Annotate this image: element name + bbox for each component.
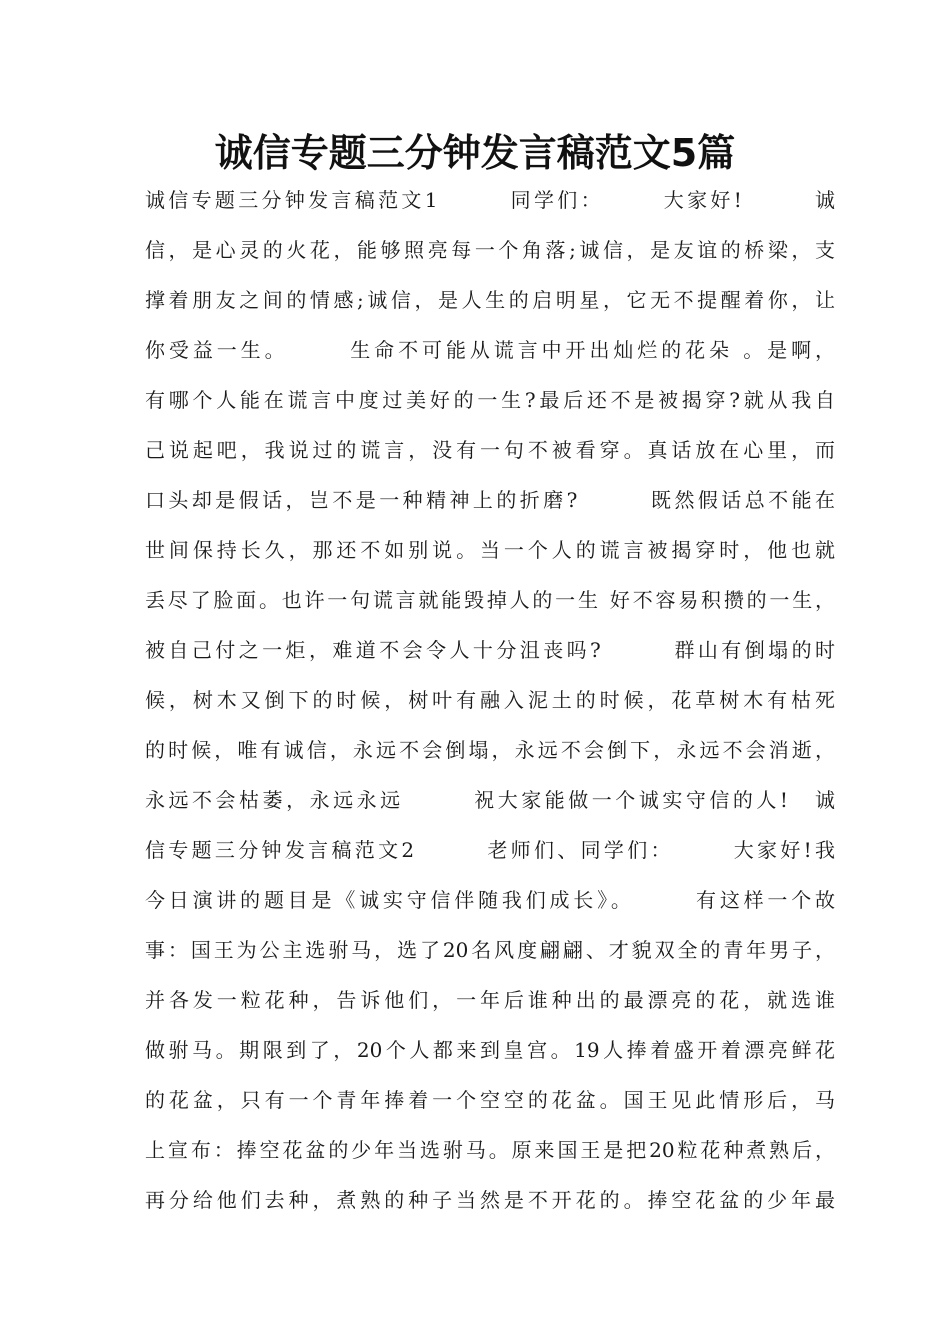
body-line: 有哪个人能在谎言中度过美好的一生?最后还不是被揭穿?就从我自 [145,388,835,412]
body-line: 口头却是假话，岂不是一种精神上的折磨? 既然假话总不能在 [145,488,835,512]
body-line: 上宣布：捧空花盆的少年当选驸马。原来国王是把20粒花种煮熟后， [145,1138,835,1162]
document-title: 诚信专题三分钟发言稿范文5篇 [214,131,736,175]
body-line: 世间保持长久，那还不如别说。当一个人的谎言被揭穿时，他也就 [145,538,835,562]
document-body [145,180,835,1230]
body-line: 丢尽了脸面。也许一句谎言就能毁掉人的一生 好不容易积攒的一生， [145,588,835,612]
body-line: 事：国王为公主选驸马，选了20名风度翩翩、才貌双全的青年男子， [145,938,835,962]
body-line: 己说起吧，我说过的谎言，没有一句不被看穿。真话放在心里，而 [145,438,835,462]
body-line: 做驸马。期限到了，20个人都来到皇宫。19人捧着盛开着漂亮鲜花 [145,1038,835,1062]
body-line: 信专题三分钟发言稿范文2 老师们、同学们： 大家好!我 [145,838,835,862]
body-line: 被自己付之一炬，难道不会令人十分沮丧吗? 群山有倒塌的时 [145,638,835,662]
body-line: 永远不会枯萎，永远永远 祝大家能做一个诚实守信的人! 诚 [145,788,835,812]
body-line: 信，是心灵的火花，能够照亮每一个角落;诚信，是友谊的桥梁，支 [145,238,835,262]
body-line: 的花盆，只有一个青年捧着一个空空的花盆。国王见此情形后，马 [145,1088,835,1112]
body-line: 再分给他们去种，煮熟的种子当然是不开花的。捧空花盆的少年最 [145,1188,835,1212]
body-line: 你受益一生。 生命不可能从谎言中开出灿烂的花朵 。是啊， [145,338,835,362]
body-line: 并各发一粒花种，告诉他们，一年后谁种出的最漂亮的花，就选谁 [145,988,835,1012]
body-line: 候，树木又倒下的时候，树叶有融入泥土的时候，花草树木有枯死 [145,688,835,712]
body-line: 今日演讲的题目是《诚实守信伴随我们成长》。 有这样一个故 [145,888,835,912]
body-line: 的时候，唯有诚信，永远不会倒塌，永远不会倒下，永远不会消逝， [145,738,835,762]
body-line: 撑着朋友之间的情感;诚信，是人生的启明星，它无不提醒着你，让 [145,288,835,312]
body-line: 诚信专题三分钟发言稿范文1 同学们： 大家好! 诚 [145,188,835,212]
